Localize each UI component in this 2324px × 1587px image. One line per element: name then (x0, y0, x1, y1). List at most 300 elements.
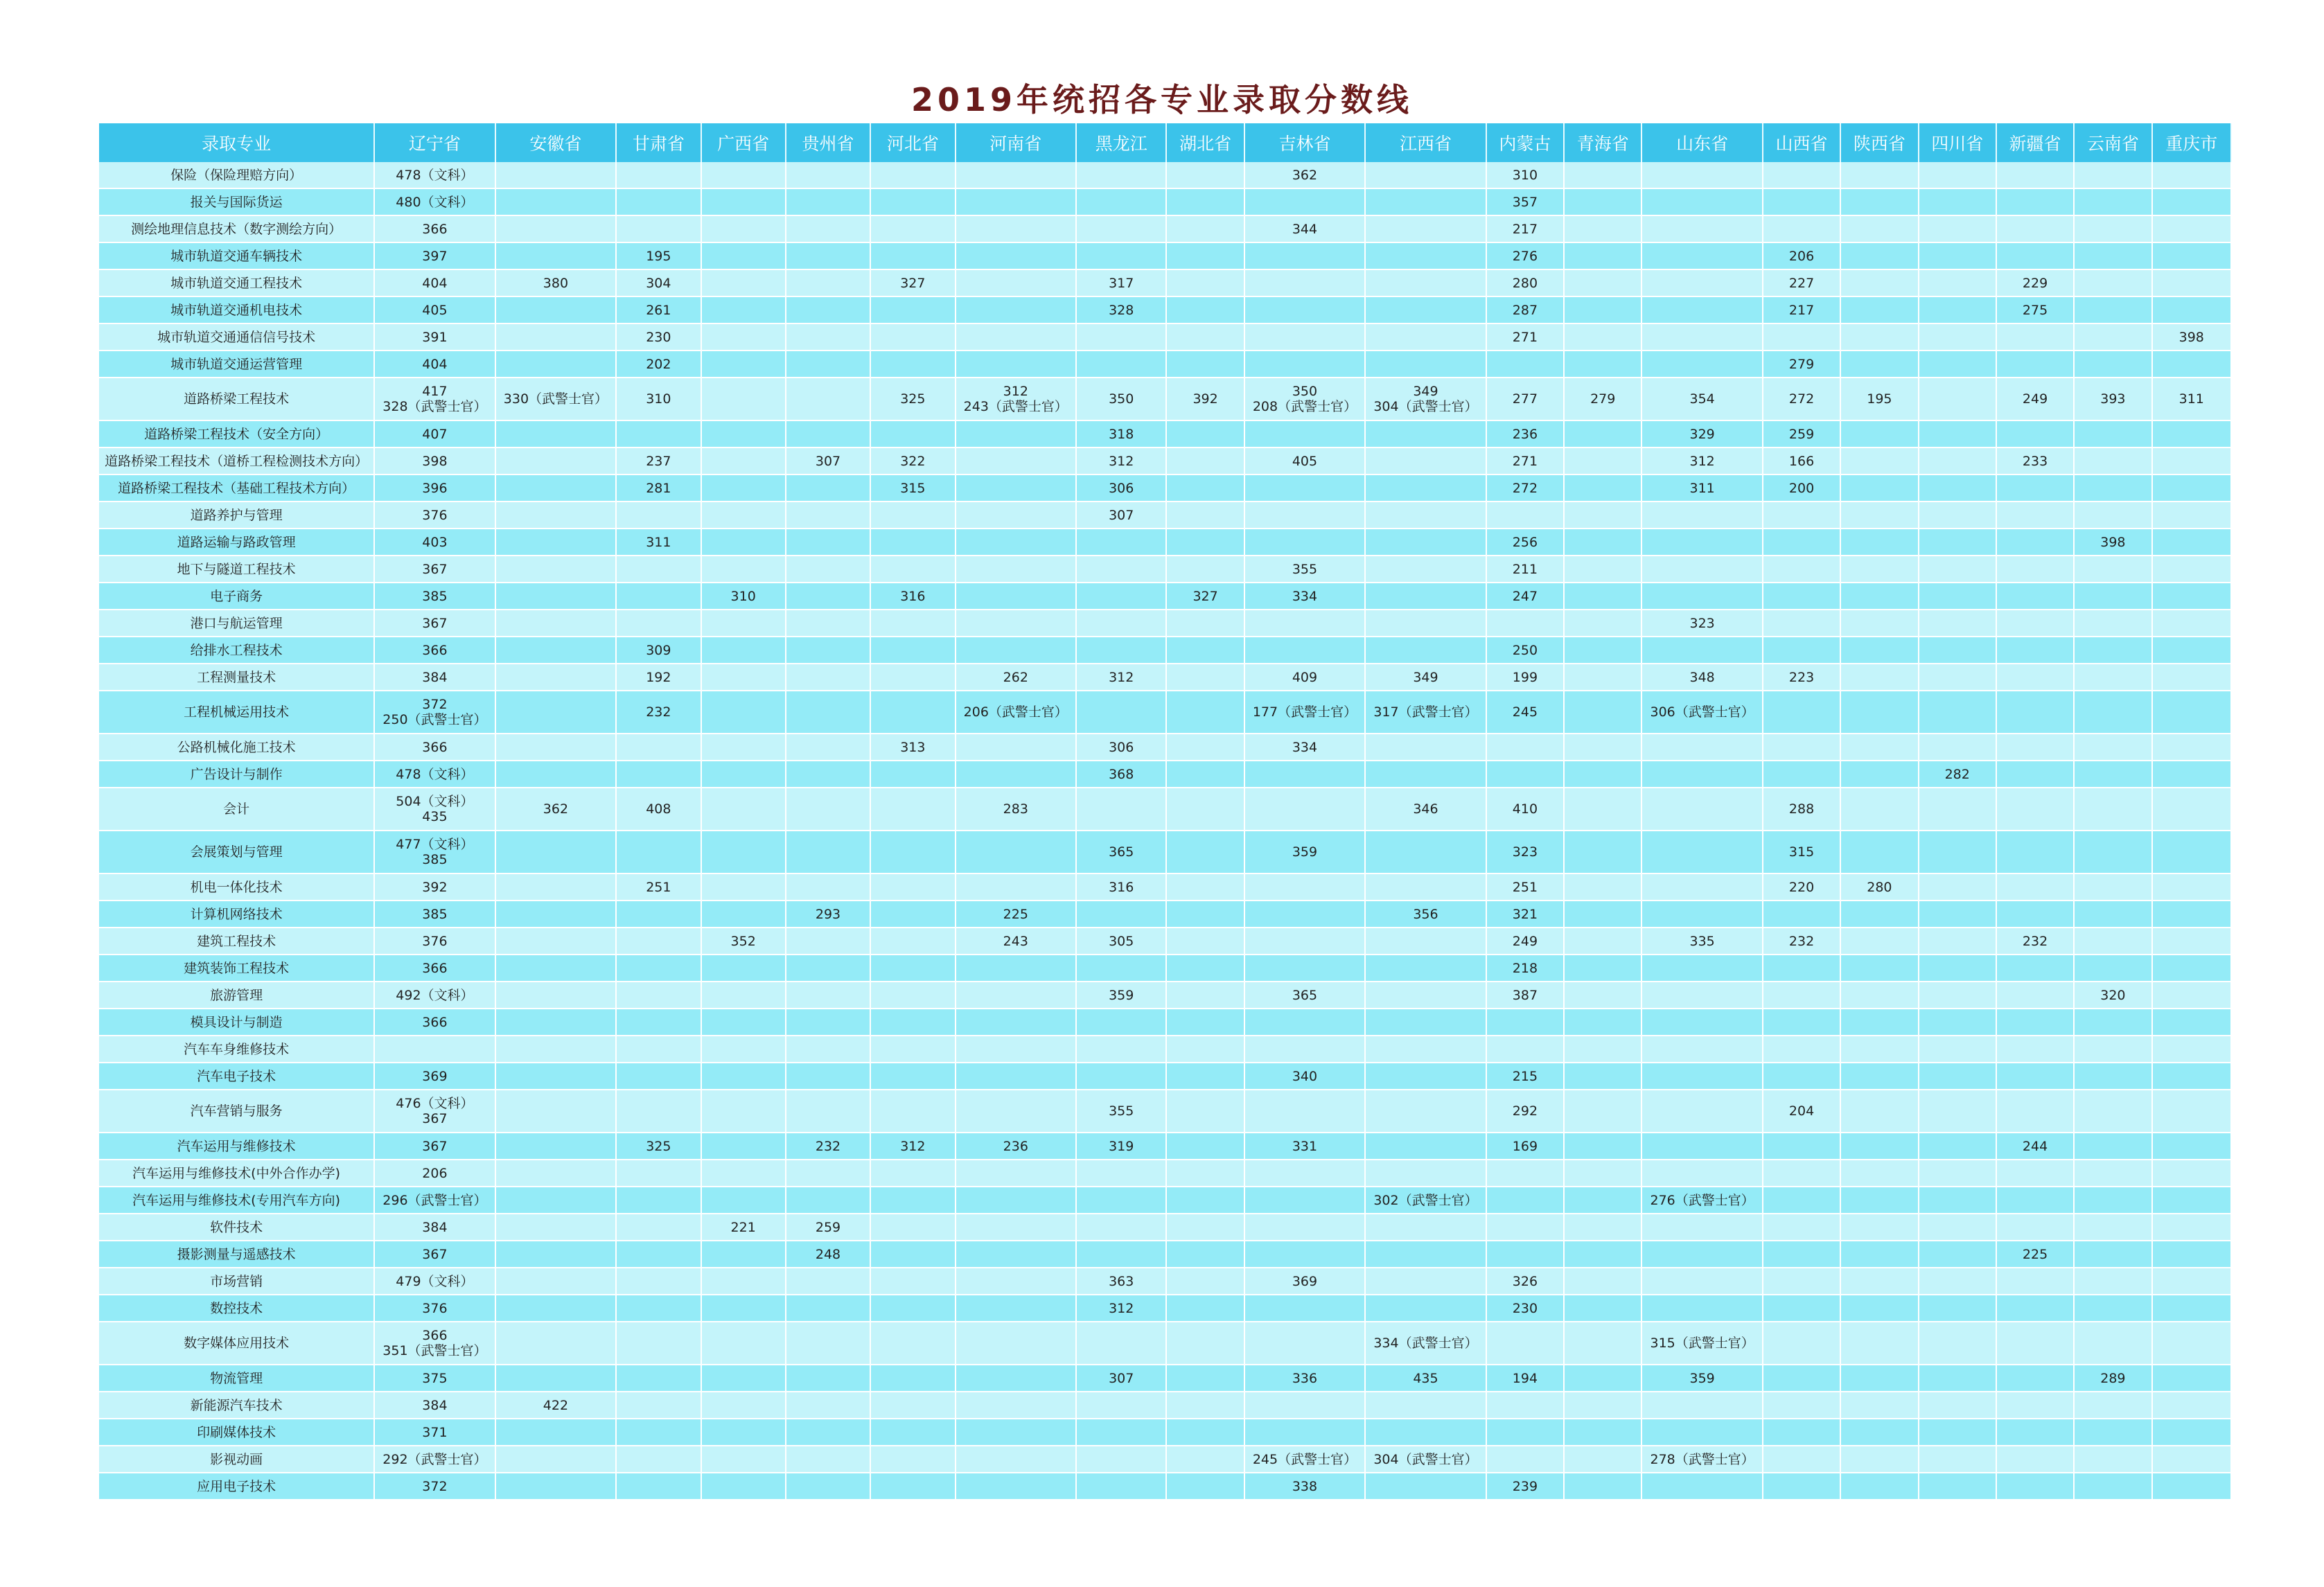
score-cell: 403 (374, 529, 495, 556)
score-cell (1564, 664, 1641, 691)
score-cell (870, 761, 955, 788)
score-cell (1840, 955, 1918, 982)
score-cell (1244, 420, 1366, 447)
score-cell: 366 (374, 955, 495, 982)
score-cell (1996, 1187, 2074, 1214)
score-cell (1365, 1063, 1486, 1090)
score-cell (1244, 529, 1366, 556)
score-cell (2074, 788, 2151, 831)
score-cell (1840, 1214, 1918, 1241)
score-cell (1641, 296, 1763, 323)
score-cell (1486, 1322, 1564, 1365)
score-cell (2152, 982, 2231, 1009)
score-cell (2152, 664, 2231, 691)
score-cell (2074, 1392, 2151, 1419)
score-cell: 271 (1486, 447, 1564, 475)
score-cell (956, 1392, 1077, 1419)
score-cell (2074, 420, 2151, 447)
score-cell (956, 1187, 1077, 1214)
score-cell (701, 1322, 786, 1365)
score-cell (1486, 1241, 1564, 1268)
score-cell (701, 788, 786, 831)
score-cell (1919, 901, 1996, 928)
score-cell (1365, 1241, 1486, 1268)
score-cell (1076, 188, 1166, 215)
major-name-cell: 数字媒体应用技术 (99, 1322, 374, 1365)
score-cell: 282 (1919, 761, 1996, 788)
score-cell (1564, 874, 1641, 901)
score-cell: 404 (374, 351, 495, 378)
score-cell (1763, 955, 1840, 982)
table-row (99, 1268, 2231, 1295)
score-cell (1166, 1419, 1244, 1446)
major-name-cell: 道路桥梁工程技术（基础工程技术方向） (99, 475, 374, 502)
score-cell (1166, 1009, 1244, 1036)
major-name-cell: 工程测量技术 (99, 664, 374, 691)
score-cell: 211 (1486, 556, 1564, 583)
score-cell (495, 420, 617, 447)
score-cell (1996, 1090, 2074, 1133)
score-cell (1996, 529, 2074, 556)
table-row (99, 637, 2231, 664)
score-cell: 355 (1076, 1090, 1166, 1133)
score-cell (1076, 1214, 1166, 1241)
score-cell (1996, 691, 2074, 734)
score-cell (870, 215, 955, 242)
score-cell (2074, 1268, 2151, 1295)
score-cell: 417 328（武警士官） (374, 378, 495, 420)
score-cell (1166, 1322, 1244, 1365)
score-cell (495, 1419, 617, 1446)
score-cell (1244, 1187, 1366, 1214)
score-cell (1244, 1090, 1366, 1133)
score-cell (2152, 215, 2231, 242)
score-cell (1996, 1365, 2074, 1392)
table-body (99, 162, 2231, 1500)
score-cell: 323 (1486, 831, 1564, 874)
score-cell (1166, 1133, 1244, 1160)
score-cell (1486, 1214, 1564, 1241)
score-cell (1166, 955, 1244, 982)
score-cell (1076, 637, 1166, 664)
score-cell (786, 351, 870, 378)
score-cell (956, 1063, 1077, 1090)
score-cell (1365, 955, 1486, 982)
score-cell (956, 1241, 1077, 1268)
major-name-cell: 数控技术 (99, 1295, 374, 1322)
score-cell (495, 1322, 617, 1365)
score-cell (786, 1160, 870, 1187)
score-cell (2152, 1268, 2231, 1295)
score-cell (1763, 761, 1840, 788)
score-cell: 355 (1244, 556, 1366, 583)
score-cell: 279 (1763, 351, 1840, 378)
score-cell (1564, 1322, 1641, 1365)
score-cell (2074, 901, 2151, 928)
score-cell (1166, 831, 1244, 874)
score-cell (1166, 982, 1244, 1009)
score-cell (1365, 637, 1486, 664)
score-cell: 372 250（武警士官） (374, 691, 495, 734)
score-cell: 278（武警士官） (1641, 1446, 1763, 1473)
score-cell (1166, 323, 1244, 351)
score-cell (1365, 242, 1486, 269)
score-cell (616, 1241, 701, 1268)
score-cell (1244, 1419, 1366, 1446)
score-cell (870, 955, 955, 982)
score-cell (495, 874, 617, 901)
major-name-cell: 建筑装饰工程技术 (99, 955, 374, 982)
score-cell (1244, 901, 1366, 928)
score-cell (956, 269, 1077, 296)
score-cell: 356 (1365, 901, 1486, 928)
major-name-cell: 印刷媒体技术 (99, 1419, 374, 1446)
table-row (99, 215, 2231, 242)
table-row (99, 901, 2231, 928)
score-cell (2074, 1322, 2151, 1365)
score-cell (1840, 1322, 1918, 1365)
score-cell (1641, 529, 1763, 556)
score-cell: 313 (870, 734, 955, 761)
score-cell (1244, 928, 1366, 955)
score-cell (1166, 242, 1244, 269)
score-cell (1919, 1268, 1996, 1295)
score-cell (1996, 1214, 2074, 1241)
score-cell (1564, 242, 1641, 269)
score-cell: 259 (1763, 420, 1840, 447)
score-cell (1641, 269, 1763, 296)
score-cell (1919, 502, 1996, 529)
score-cell (701, 269, 786, 296)
score-cell: 312 (1641, 447, 1763, 475)
score-cell: 227 (1763, 269, 1840, 296)
score-cell: 237 (616, 447, 701, 475)
score-cell (616, 831, 701, 874)
table-row (99, 955, 2231, 982)
score-cell (1919, 1090, 1996, 1133)
score-cell (1076, 1160, 1166, 1187)
table-row (99, 188, 2231, 215)
score-cell (786, 556, 870, 583)
score-cell: 322 (870, 447, 955, 475)
score-cell (1076, 215, 1166, 242)
score-cell (495, 351, 617, 378)
score-cell: 259 (786, 1214, 870, 1241)
score-cell (1641, 188, 1763, 215)
score-cell (1840, 323, 1918, 351)
score-cell (1763, 1419, 1840, 1446)
score-cell: 367 (374, 556, 495, 583)
score-cell (2074, 242, 2151, 269)
score-cell (1641, 955, 1763, 982)
score-cell (1486, 351, 1564, 378)
score-cell (2152, 1009, 2231, 1036)
score-cell (1365, 502, 1486, 529)
score-cell (1763, 1473, 1840, 1500)
score-cell (1166, 1365, 1244, 1392)
score-cell (870, 351, 955, 378)
score-cell (2074, 188, 2151, 215)
score-cell: 492（文科） (374, 982, 495, 1009)
score-cell (1564, 475, 1641, 502)
table-row (99, 1214, 2231, 1241)
score-cell: 325 (870, 378, 955, 420)
score-cell (870, 637, 955, 664)
score-cell (1996, 982, 2074, 1009)
column-header-province: 青海省 (1564, 123, 1641, 162)
score-cell (616, 761, 701, 788)
score-cell (1763, 1295, 1840, 1322)
major-name-cell: 计算机网络技术 (99, 901, 374, 928)
score-cell (2152, 1473, 2231, 1500)
score-cell (616, 556, 701, 583)
score-cell (1564, 215, 1641, 242)
score-cell (1840, 502, 1918, 529)
score-cell (2074, 475, 2151, 502)
score-cell (870, 420, 955, 447)
score-cell: 315 (1763, 831, 1840, 874)
table-row (99, 734, 2231, 761)
score-cell (1564, 351, 1641, 378)
score-cell (1840, 420, 1918, 447)
score-cell (956, 982, 1077, 1009)
score-cell (786, 1036, 870, 1063)
score-cell (1919, 323, 1996, 351)
score-cell: 334（武警士官） (1365, 1322, 1486, 1365)
score-cell (701, 955, 786, 982)
score-cell (2074, 583, 2151, 610)
score-cell (1641, 242, 1763, 269)
score-cell (1641, 502, 1763, 529)
score-cell: 329 (1641, 420, 1763, 447)
score-cell: 261 (616, 296, 701, 323)
column-header-province: 江西省 (1365, 123, 1486, 162)
major-name-cell: 道路养护与管理 (99, 502, 374, 529)
score-cell (495, 610, 617, 637)
score-cell (2074, 296, 2151, 323)
score-cell (1365, 269, 1486, 296)
score-cell (1365, 610, 1486, 637)
score-cell: 315 (870, 475, 955, 502)
major-name-cell: 公路机械化施工技术 (99, 734, 374, 761)
score-cell (495, 162, 617, 188)
score-cell: 281 (616, 475, 701, 502)
score-cell: 206（武警士官） (956, 691, 1077, 734)
score-cell: 230 (616, 323, 701, 351)
score-cell: 232 (1996, 928, 2074, 955)
score-cell (616, 1090, 701, 1133)
score-cell (495, 296, 617, 323)
score-cell: 245（武警士官） (1244, 1446, 1366, 1473)
score-cell (1996, 901, 2074, 928)
score-cell (1564, 1214, 1641, 1241)
score-cell (2074, 1063, 2151, 1090)
score-cell (2074, 447, 2151, 475)
score-cell (2152, 901, 2231, 928)
score-cell (1244, 1160, 1366, 1187)
table-row (99, 928, 2231, 955)
score-cell (786, 788, 870, 831)
score-cell (2152, 1214, 2231, 1241)
score-cell (956, 215, 1077, 242)
table-row (99, 1473, 2231, 1500)
score-cell (495, 1365, 617, 1392)
score-cell (1840, 1009, 1918, 1036)
score-cell: 393 (2074, 378, 2151, 420)
score-cell (495, 1214, 617, 1241)
score-cell (1365, 583, 1486, 610)
score-cell: 192 (616, 664, 701, 691)
score-cell (2074, 955, 2151, 982)
score-cell (1244, 1241, 1366, 1268)
score-cell (616, 583, 701, 610)
score-cell (786, 1322, 870, 1365)
score-cell (786, 529, 870, 556)
column-header-province: 安徽省 (495, 123, 617, 162)
score-cell (1840, 734, 1918, 761)
score-cell (1641, 874, 1763, 901)
score-cell: 354 (1641, 378, 1763, 420)
score-cell (956, 610, 1077, 637)
score-cell: 349 304（武警士官） (1365, 378, 1486, 420)
score-cell: 350 (1076, 378, 1166, 420)
score-cell: 220 (1763, 874, 1840, 901)
table-row (99, 1036, 2231, 1063)
table-row (99, 269, 2231, 296)
major-name-cell: 汽车车身维修技术 (99, 1036, 374, 1063)
score-cell (1166, 664, 1244, 691)
score-cell: 262 (956, 664, 1077, 691)
score-cell (1564, 1446, 1641, 1473)
score-cell (1763, 1187, 1840, 1214)
score-cell (1919, 242, 1996, 269)
score-cell (701, 1392, 786, 1419)
score-cell: 369 (1244, 1268, 1366, 1295)
score-cell (495, 556, 617, 583)
score-cell (1919, 1160, 1996, 1187)
score-cell (1486, 1160, 1564, 1187)
table-row (99, 1392, 2231, 1419)
score-cell (1840, 1160, 1918, 1187)
score-cell (1564, 788, 1641, 831)
score-cell (701, 1090, 786, 1133)
score-cell (1076, 901, 1166, 928)
score-cell (1840, 691, 1918, 734)
score-cell: 309 (616, 637, 701, 664)
score-cell (2152, 502, 2231, 529)
score-cell (2074, 1241, 2151, 1268)
score-cell (1564, 1160, 1641, 1187)
score-cell (2152, 269, 2231, 296)
score-cell (1564, 1036, 1641, 1063)
score-cell (1641, 215, 1763, 242)
major-name-cell: 汽车运用与维修技术(专用汽车方向) (99, 1187, 374, 1214)
score-cell: 334 (1244, 583, 1366, 610)
score-cell (2152, 162, 2231, 188)
score-cell (1076, 1036, 1166, 1063)
score-cell (2152, 556, 2231, 583)
score-cell (956, 1446, 1077, 1473)
score-cell (1365, 1133, 1486, 1160)
score-cell (1166, 691, 1244, 734)
score-cell (1763, 1063, 1840, 1090)
score-cell (1244, 610, 1366, 637)
score-cell: 392 (374, 874, 495, 901)
score-cell (956, 1036, 1077, 1063)
score-cell (1564, 188, 1641, 215)
score-cell (495, 1063, 617, 1090)
score-cell: 315（武警士官） (1641, 1322, 1763, 1365)
score-cell (1919, 162, 1996, 188)
score-cell (2152, 1187, 2231, 1214)
score-cell (870, 1241, 955, 1268)
score-cell (1763, 1268, 1840, 1295)
score-cell (1840, 475, 1918, 502)
score-cell (870, 1187, 955, 1214)
score-cell (1166, 901, 1244, 928)
score-cell (1166, 529, 1244, 556)
score-cell (786, 215, 870, 242)
score-cell (1166, 351, 1244, 378)
score-cell (870, 1214, 955, 1241)
score-cell: 366 (374, 1009, 495, 1036)
score-cell (1076, 323, 1166, 351)
score-cell (495, 475, 617, 502)
score-cell (495, 761, 617, 788)
table-row (99, 1322, 2231, 1365)
score-cell (616, 1036, 701, 1063)
score-cell (2074, 874, 2151, 901)
score-cell (701, 637, 786, 664)
score-cell (2074, 691, 2151, 734)
score-cell (495, 1446, 617, 1473)
score-cell (1564, 1365, 1641, 1392)
score-cell (495, 1268, 617, 1295)
score-cell (1763, 1392, 1840, 1419)
score-cell: 384 (374, 1214, 495, 1241)
score-cell: 435 (1365, 1365, 1486, 1392)
score-cell (1641, 583, 1763, 610)
score-cell: 477（文科） 385 (374, 831, 495, 874)
score-cell: 367 (374, 1133, 495, 1160)
score-cell (956, 242, 1077, 269)
table-row (99, 1133, 2231, 1160)
major-name-cell: 影视动画 (99, 1446, 374, 1473)
score-cell (1996, 1392, 2074, 1419)
score-cell (2074, 1009, 2151, 1036)
score-cell: 310 (616, 378, 701, 420)
score-cell (1641, 1295, 1763, 1322)
score-cell (2074, 637, 2151, 664)
score-cell: 396 (374, 475, 495, 502)
score-cell (1840, 982, 1918, 1009)
score-cell (2074, 610, 2151, 637)
score-cell (2152, 831, 2231, 874)
score-cell (956, 188, 1077, 215)
score-cell (870, 242, 955, 269)
score-cell (1996, 1419, 2074, 1446)
score-cell (616, 1214, 701, 1241)
score-cell: 316 (870, 583, 955, 610)
score-cell (1564, 1063, 1641, 1090)
score-cell: 367 (374, 1241, 495, 1268)
score-cell: 318 (1076, 420, 1166, 447)
score-cell (1365, 1473, 1486, 1500)
score-cell (701, 1187, 786, 1214)
score-cell (870, 188, 955, 215)
table-header-row (99, 123, 2231, 162)
score-cell (701, 1036, 786, 1063)
